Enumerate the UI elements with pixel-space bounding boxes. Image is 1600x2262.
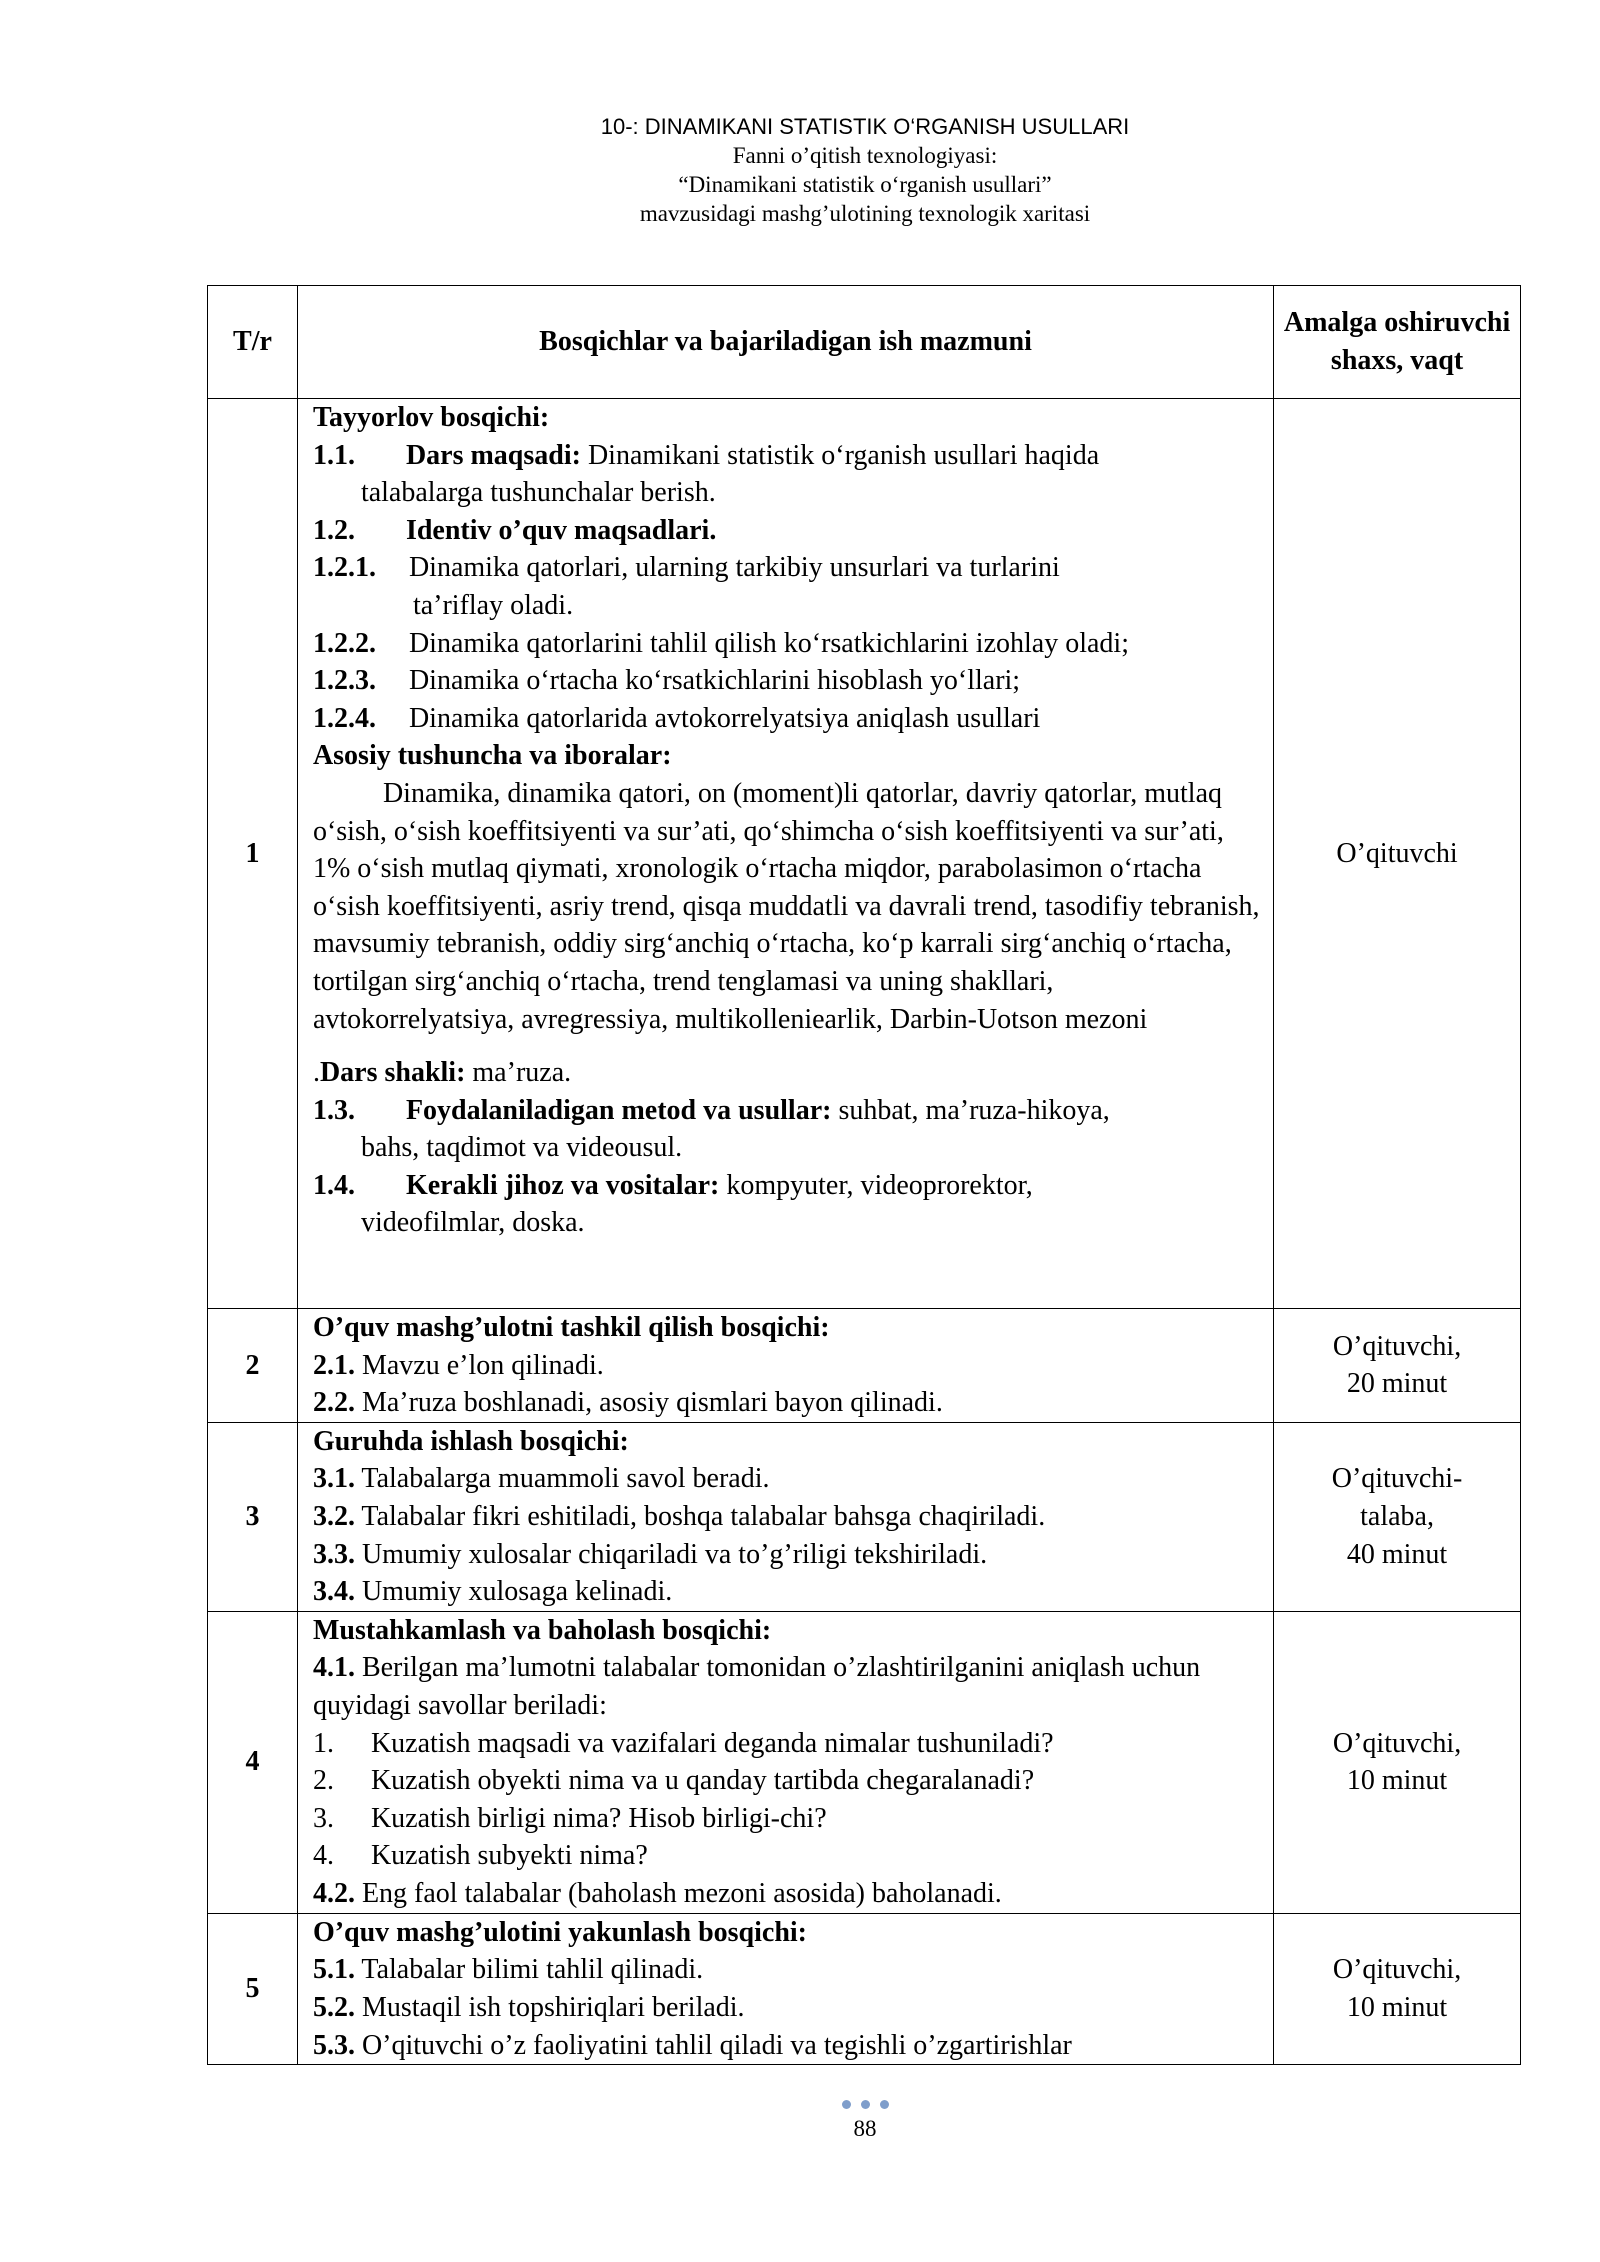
decorative-dots-icon xyxy=(837,2096,894,2114)
executor-cell: O’qituvchi, 10 minut xyxy=(1274,1611,1521,1913)
question-item: 1. Kuzatish maqsadi va vazifalari deganda nimalar tushuniladi? xyxy=(312,1727,1054,1759)
technology-map-table xyxy=(207,285,1521,2065)
list-item: 3.1. Talabalarga muammoli savol beradi. xyxy=(312,1463,770,1495)
subtitle-line-1: Fanni o’qitish texnologiyasi: xyxy=(732,143,998,168)
table-row xyxy=(208,1913,1521,2064)
stage-title: O’quv mashg’ulotini yakunlash bosqichi: xyxy=(312,1916,807,1948)
stage-content xyxy=(297,399,1273,1309)
subtitle-line-2: “Dinamikani statistik o‘rganish usullari” xyxy=(678,172,1052,197)
list-item: 5.1. Talabalar bilimi tahlil qilinadi. xyxy=(312,1954,704,1986)
list-item: 1.2.2. Dinamika qatorlarini tahlil qilish ko‘rsatkichlarini izohlay oladi; xyxy=(312,627,1129,659)
question-item: 3. Kuzatish birligi nima? Hisob birligi-chi? xyxy=(312,1802,827,1834)
list-item: 3.4. Umumiy xulosaga kelinadi. xyxy=(312,1576,673,1608)
executor-cell: O’qituvchi- talaba, 40 minut xyxy=(1274,1422,1521,1611)
concepts-title: Asosiy tushuncha va iboralar: xyxy=(312,740,672,772)
table-row xyxy=(208,399,1521,1309)
row-number: 5 xyxy=(208,1913,298,2064)
executor-cell: O’qituvchi xyxy=(1274,399,1521,1309)
list-item-continuation: videofilmlar, doska. xyxy=(360,1207,585,1239)
stage-content xyxy=(297,1309,1273,1423)
stage-title: Mustahkamlash va baholash bosqichi: xyxy=(312,1614,772,1646)
list-item: 2.1. Mavzu e’lon qilinadi. xyxy=(312,1349,604,1381)
list-item-continuation: bahs, taqdimot va videousul. xyxy=(360,1132,683,1164)
row-number: 1 xyxy=(208,399,298,1309)
row-number: 4 xyxy=(208,1611,298,1913)
question-item: 2. Kuzatish obyekti nima va u qanday tartibda chegaralanadi? xyxy=(312,1765,1035,1797)
header-stages: Bosqichlar va bajariladigan ish mazmuni xyxy=(297,286,1273,399)
table-row xyxy=(208,1611,1521,1913)
table-row xyxy=(208,1309,1521,1423)
list-item: 4.2. Eng faol talabalar (baholash mezoni asosida) baholanadi. xyxy=(312,1877,1002,1909)
row-number: 3 xyxy=(208,1422,298,1611)
list-item: 5.3. O’qituvchi o’z faoliyatini tahlil qiladi va tegishli o’zgartirishlar xyxy=(312,2029,1072,2061)
executor-cell: O’qituvchi, 10 minut xyxy=(1274,1913,1521,2064)
list-item: 4.1. Berilgan ma’lumotni talabalar tomonidan o’zlashtirilganini aniqlash uchun quyidagi savollar beriladi: xyxy=(312,1652,1201,1721)
list-item: 1.4. Kerakli jihoz va vositalar: kompyuter, videoprorektor, xyxy=(312,1169,1033,1201)
list-item-continuation: ta’riflay oladi. xyxy=(412,589,574,621)
concepts-text: Dinamika, dinamika qatori, on (moment)li qatorlar, davriy qatorlar, mutlaq o‘sish, o‘sish koeffitsiyenti va sur’ati, qo‘shimcha o‘sish koeffitsiyenti va sur’ati, 1% o‘sish mutlaq qiymati, xronologik o‘rtacha miqdor, parabolasimon o‘rtacha o‘sish koeffitsiyenti, asriy trend, qisqa muddatli va davrali trend, tasodifiy tebranish, mavsumiy tebranish, oddiy sirg‘anchiq o‘rtacha, ko‘p karrali sirg‘anchiq o‘rtacha, tortilgan sirg‘anchiq o‘rtacha, trend tenglamasi va uning shakllari, avtokorrelyatsiya, avregressiya, multikolleniearlik, Darbin-Uotson mezoni xyxy=(312,777,1260,1035)
list-item: 1.2.4. Dinamika qatorlarida avtokorrelyatsiya aniqlash usullari xyxy=(312,702,1041,734)
table-header-row xyxy=(208,286,1521,399)
page-footer xyxy=(0,2096,1600,2142)
list-item: 5.2. Mustaqil ish topshiriqlari beriladi. xyxy=(312,1991,745,2023)
list-item: 3.2. Talabalar fikri eshitiladi, boshqa talabalar bahsga chaqiriladi. xyxy=(312,1500,1046,1532)
list-item: 3.3. Umumiy xulosalar chiqariladi va to’g’riligi tekshiriladi. xyxy=(312,1538,988,1570)
page-number: 88 xyxy=(853,2116,877,2141)
stage-content xyxy=(297,1611,1273,1913)
executor-cell: O’qituvchi, 20 minut xyxy=(1274,1309,1521,1423)
header-executor: Amalga oshiruvchi shaxs, vaqt xyxy=(1274,286,1521,399)
list-item: 2.2. Ma’ruza boshlanadi, asosiy qismlari bayon qilinadi. xyxy=(312,1387,943,1419)
row-number: 2 xyxy=(208,1309,298,1423)
list-item: 1.3. Foydalaniladigan metod va usullar: suhbat, ma’ruza-hikoya, xyxy=(312,1094,1110,1126)
list-item: 1.2.3. Dinamika o‘rtacha ko‘rsatkichlarini hisoblash yo‘llari; xyxy=(312,665,1021,697)
list-item-continuation: talabalarga tushunchalar berish. xyxy=(360,477,716,509)
page-header xyxy=(0,112,1600,228)
list-item: 1.2.1. Dinamika qatorlari, ularning tarkibiy unsurlari va turlarini xyxy=(312,552,1060,584)
lesson-form: .Dars shakli: ma’ruza. xyxy=(312,1057,572,1089)
stage-content xyxy=(297,1913,1273,2064)
table-row xyxy=(208,1422,1521,1611)
stage-title: O’quv mashg’ulotni tashkil qilish bosqichi: xyxy=(312,1312,830,1343)
question-item: 4. Kuzatish subyekti nima? xyxy=(312,1840,648,1872)
stage-title: Guruhda ishlash bosqichi: xyxy=(312,1425,629,1457)
stage-content xyxy=(297,1422,1273,1611)
list-item: 1.2. Identiv o’quv maqsadlari. xyxy=(312,514,717,546)
subtitle-line-3: mavzusidagi mashg’ulotining texnologik xaritasi xyxy=(639,201,1091,226)
header-number: T/r xyxy=(208,286,298,399)
list-item: 1.1. Dars maqsadi: Dinamikani statistik o‘rganish usullari haqida xyxy=(312,439,1100,471)
chapter-title: 10-: DINAMIKANI STATISTIK O‘RGANISH USULLARI xyxy=(600,114,1130,139)
stage-title: Tayyorlov bosqichi: xyxy=(312,402,550,433)
